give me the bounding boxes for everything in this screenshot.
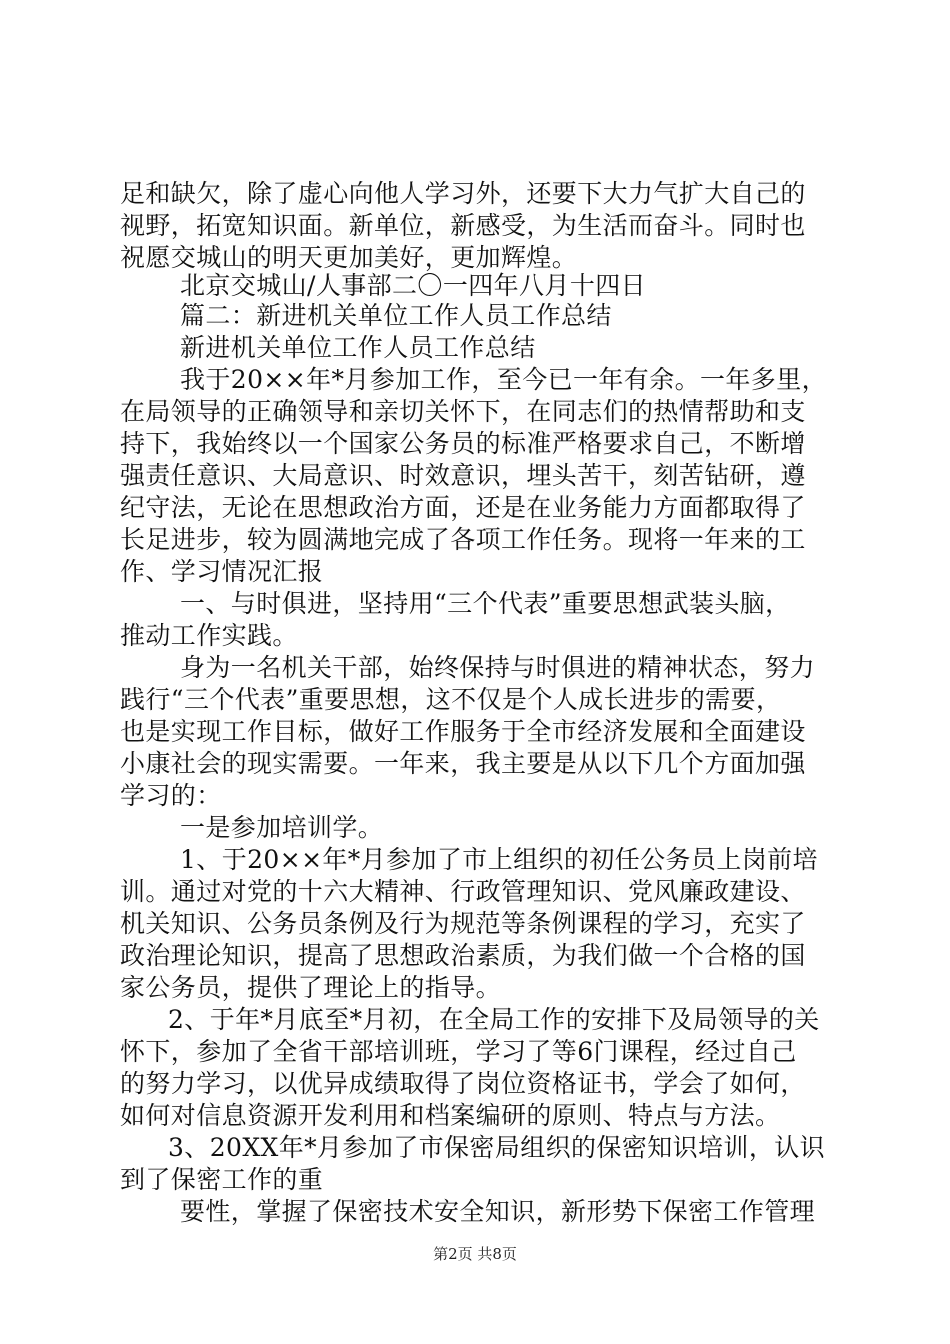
text-line: 学习的： xyxy=(120,781,222,810)
text-line: 践行“三个代表”重要思想，这不仅是个人成长进步的需要， xyxy=(120,685,782,714)
document-title: 新进机关单位工作人员工作总结 xyxy=(180,333,536,362)
text-line: 也是实现工作目标，做好工作服务于全市经济发展和全面建设 xyxy=(120,717,806,746)
text-line: 训。通过对党的十六大精神、行政管理知识、党风廉政建设、 xyxy=(120,877,806,906)
text-line: 在局领导的正确领导和亲切关怀下，在同志们的热情帮助和支 xyxy=(120,397,806,426)
text-line: 2、于年*月底至*月初，在全局工作的安排下及局领导的关 xyxy=(168,1005,820,1034)
text-line: 1、于20××年*月参加了市上组织的初任公务员上岗前培 xyxy=(180,845,818,874)
text-line: 长足进步，较为圆满地完成了各项工作任务。现将一年来的工 xyxy=(120,525,806,554)
text-line: 我于20××年*月参加工作，至今已一年有余。一年多里， xyxy=(180,365,828,394)
text-line: 的努力学习，以优异成绩取得了岗位资格证书，学会了如何， xyxy=(120,1069,806,1098)
text-line: 足和缺欠，除了虚心向他人学习外，还要下大力气扩大自己的 xyxy=(120,179,806,208)
signature-line: 北京交城山/人事部二〇一四年八月十四日 xyxy=(180,271,647,300)
text-line: 祝愿交城山的明天更加美好，更加辉煌。 xyxy=(120,243,578,272)
text-line: 强责任意识、大局意识、时效意识，埋头苦干，刻苦钻研，遵 xyxy=(120,461,806,490)
text-line: 小康社会的现实需要。一年来，我主要是从以下几个方面加强 xyxy=(120,749,806,778)
subheading-line: 一、与时俱进，坚持用“三个代表”重要思想武装头脑， xyxy=(180,589,791,618)
page-number-footer: 第2页 共8页 xyxy=(433,1245,517,1263)
text-line: 要性，掌握了保密技术安全知识，新形势下保密工作管理 xyxy=(180,1197,816,1226)
text-line: 纪守法，无论在思想政治方面，还是在业务能力方面都取得了 xyxy=(120,493,806,522)
text-line: 如何对信息资源开发利用和档案编研的原则、特点与方法。 xyxy=(120,1101,781,1130)
text-line: 持下，我始终以一个国家公务员的标准严格要求自己，不断增 xyxy=(120,429,806,458)
text-line: 一是参加培训学。 xyxy=(180,813,384,842)
text-line: 怀下，参加了全省干部培训班，学习了等6门课程，经过自己 xyxy=(120,1037,797,1066)
text-line: 家公务员，提供了理论上的指导。 xyxy=(120,973,502,1002)
subheading-line: 推动工作实践。 xyxy=(120,621,298,650)
text-line: 政治理论知识，提高了思想政治素质，为我们做一个合格的国 xyxy=(120,941,806,970)
text-line: 机关知识、公务员条例及行为规范等条例课程的学习，充实了 xyxy=(120,909,806,938)
section-heading: 篇二：新进机关单位工作人员工作总结 xyxy=(180,301,612,330)
text-line: 身为一名机关干部，始终保持与时俱进的精神状态，努力 xyxy=(180,653,816,682)
text-line: 视野，拓宽知识面。新单位，新感受，为生活而奋斗。同时也 xyxy=(120,211,806,240)
text-line: 到了保密工作的重 xyxy=(120,1165,324,1194)
text-line: 3、20XX年*月参加了市保密局组织的保密知识培训，认识 xyxy=(168,1133,826,1162)
text-line: 作、学习情况汇报 xyxy=(120,557,324,586)
